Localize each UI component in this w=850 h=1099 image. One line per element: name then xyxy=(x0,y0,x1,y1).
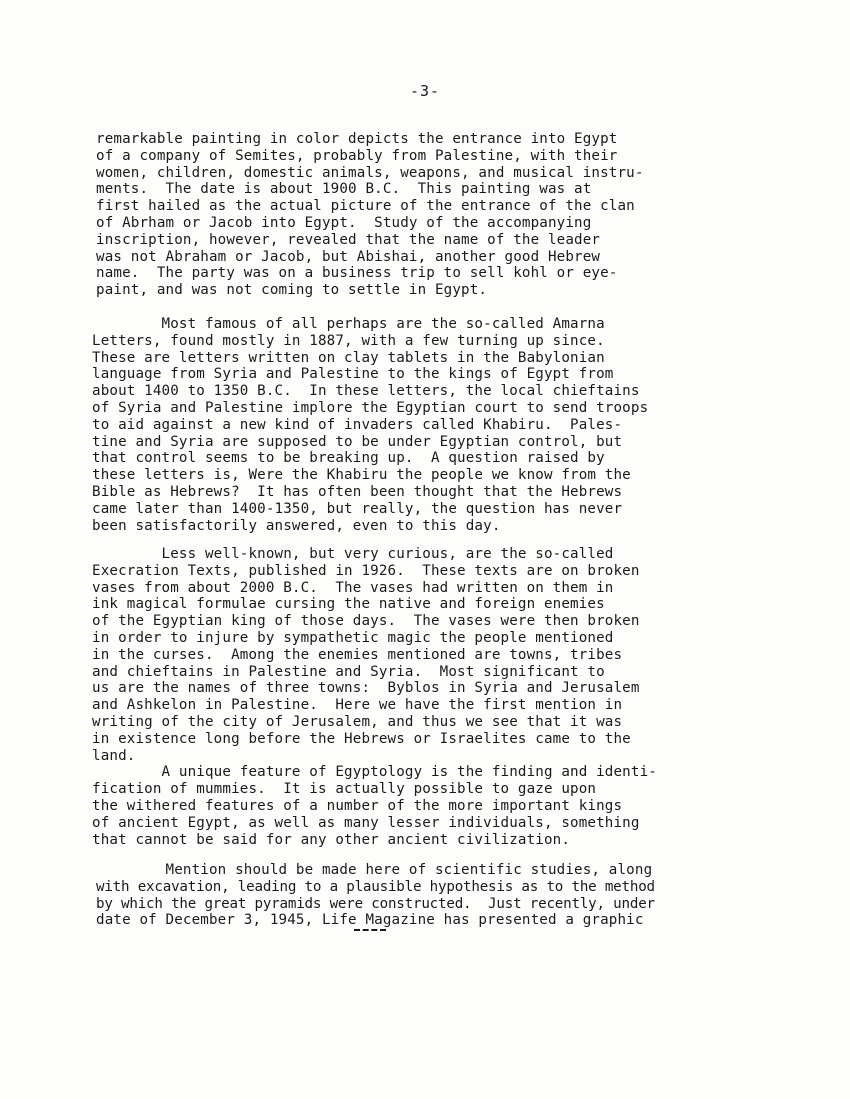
text-line: in order to injure by sympathetic magic the people mentioned xyxy=(92,630,614,646)
text-line: women, children, domestic animals, weapons, and musical instru- xyxy=(96,164,644,181)
text-line: of ancient Egypt, as well as many lesser individuals, something xyxy=(92,814,640,831)
page-number: -3- xyxy=(409,82,441,100)
text-line: fication of mummies. It is actually possible to gaze upon xyxy=(92,781,597,798)
text-line: date of December 3, 1945, Life Magazine has presented a graphic xyxy=(96,912,644,929)
text-line: vases from about 2000 B.C. The vases had written on them in xyxy=(92,579,614,596)
text-line: Mention should be made here of scientific studies, along xyxy=(96,862,653,878)
text-line: writing of the city of Jerusalem, and thus we see that it was xyxy=(92,714,623,730)
text-line: paint, and was not coming to settle in Egypt. xyxy=(96,282,488,299)
text-line: of Syria and Palestine implore the Egyptian court to send troops xyxy=(92,400,649,416)
text-line: Most famous of all perhaps are the so-called Amarna xyxy=(92,316,605,332)
text-line: that cannot be said for any other ancient civilization. xyxy=(92,831,571,848)
text-line: in existence long before the Hebrews or Israelites came to the xyxy=(92,730,631,747)
text-line: Bible as Hebrews? It has often been thought that the Hebrews xyxy=(92,484,623,500)
text-line: to aid against a new kind of invaders called Khabiru. Pales- xyxy=(92,416,623,433)
text-line: These are letters written on clay tablets in the Babylonian xyxy=(92,349,605,366)
text-line: ments. The date is about 1900 B.C. This painting was at xyxy=(96,181,592,198)
text-line: came later than 1400-1350, but really, the question has never xyxy=(92,500,623,517)
text-line: ink magical formulae cursing the native and foreign enemies xyxy=(92,596,605,613)
text-line: with excavation, leading to a plausible hypothesis as to the method xyxy=(96,878,655,895)
text-line: tine and Syria are supposed to be under Egyptian control, but xyxy=(92,433,623,450)
text-line: about 1400 to 1350 B.C. In these letters, the local chieftains xyxy=(92,383,640,400)
text-line: was not Abraham or Jacob, but Abishai, another good Hebrew xyxy=(96,248,601,265)
text-line: land. xyxy=(92,747,136,764)
text-line: these letters is, Were the Khabiru the people we know from the xyxy=(92,467,631,484)
text-line: by which the great pyramids were constructed. Just recently, under xyxy=(96,895,655,912)
text-line: Letters, found mostly in 1887, with a few turning up since. xyxy=(92,332,605,349)
text-line: the withered features of a number of the more important kings xyxy=(92,798,623,814)
text-line: inscription, however, revealed that the name of the leader xyxy=(96,231,601,248)
text-line: name. The party was on a business trip to sell kohl or eye- xyxy=(96,265,618,282)
text-line: in the curses. Among the enemies mentioned are towns, tribes xyxy=(92,646,623,663)
text-line: Less well-known, but very curious, are the so-called xyxy=(92,546,614,562)
text-line: and Ashkelon in Palestine. Here we have the first mention in xyxy=(92,697,623,714)
text-line: been satisfactorily answered, even to this day. xyxy=(92,517,501,534)
text-line: us are the names of three towns: Byblos in Syria and Jerusalem xyxy=(92,680,640,697)
text-line: of Abrham or Jacob into Egypt. Study of the accompanying xyxy=(96,215,592,231)
text-line: of the Egyptian king of those days. The vases were then broken xyxy=(92,613,640,630)
text-line: Execration Texts, published in 1926. These texts are on broken xyxy=(92,562,640,579)
text-line: and chieftains in Palestine and Syria. Most significant to xyxy=(92,663,605,680)
text-line: that control seems to be breaking up. A question raised by xyxy=(92,450,605,467)
text-line: language from Syria and Palestine to the kings of Egypt from xyxy=(92,366,614,383)
text-line: remarkable painting in color depicts the entrance into Egypt xyxy=(96,131,618,147)
text-line: of a company of Semites, probably from Palestine, with their xyxy=(96,147,618,164)
text-line: A unique feature of Egyptology is the finding and identi- xyxy=(92,764,657,781)
life-magazine-underline xyxy=(354,929,386,931)
text-line: first hailed as the actual picture of the entrance of the clan xyxy=(96,198,635,215)
